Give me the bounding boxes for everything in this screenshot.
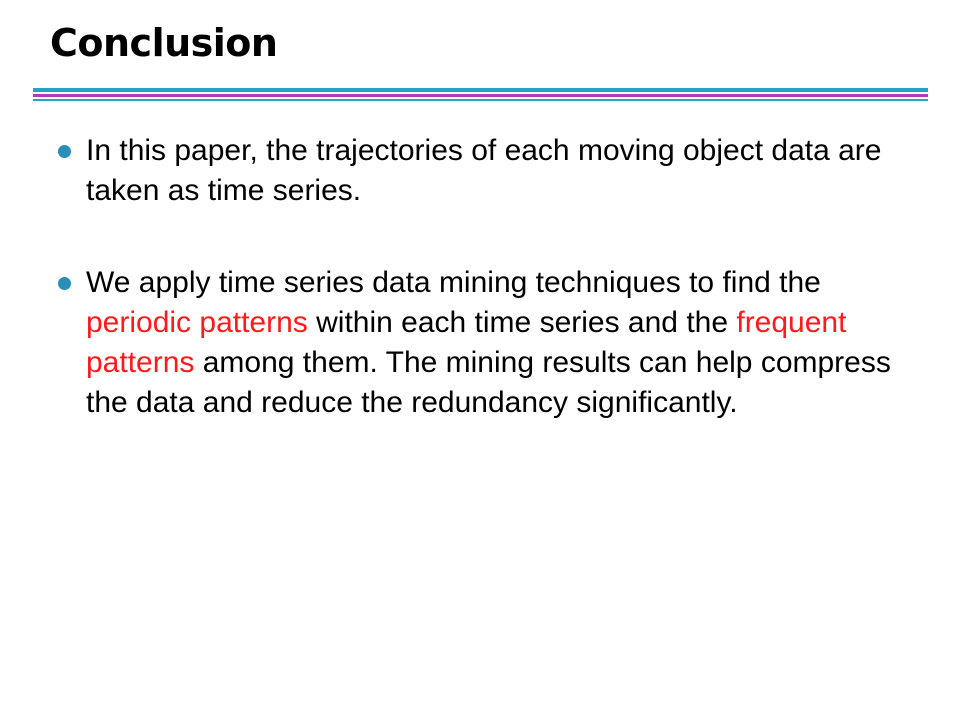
bullet-item-2 — [50, 263, 910, 423]
bullet-2-text-part3: among them. The mining results can help compress the data and reduce the redundancy significantly. — [86, 346, 891, 419]
bullet-dot-icon — [58, 277, 71, 290]
highlight-frequent-patterns: frequent patterns — [86, 306, 847, 379]
highlight-periodic-patterns: periodic patterns — [86, 306, 308, 339]
bullet-list — [50, 131, 910, 475]
title-divider-bottom — [33, 99, 928, 101]
bullet-2-text-part2: within each time series and the — [307, 306, 737, 339]
bullet-dot-icon — [58, 145, 71, 158]
title-divider-middle — [33, 94, 928, 97]
bullet-2-text-part1: We apply time series data mining techniques to find the — [86, 266, 821, 299]
bullet-item-1 — [50, 131, 910, 211]
bullet-1-text: In this paper, the trajectories of each moving object data are taken as time series. — [86, 134, 882, 207]
title-divider-top — [33, 88, 928, 92]
slide-title: Conclusion — [50, 21, 278, 65]
